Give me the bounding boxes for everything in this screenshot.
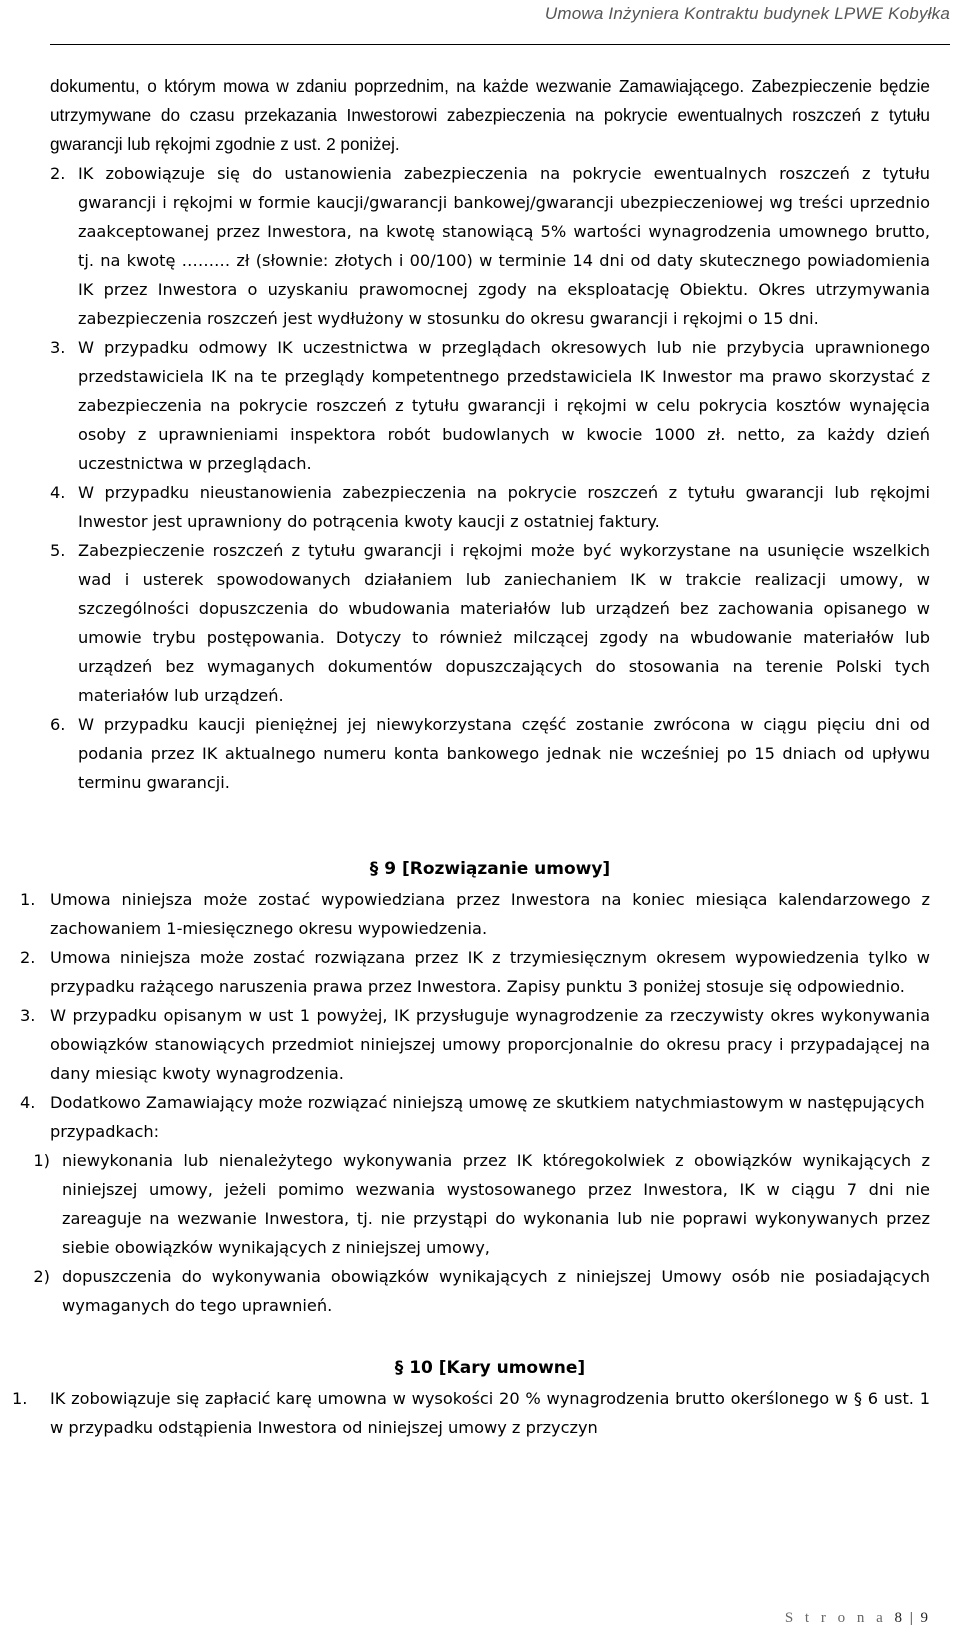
list-item — [12, 1384, 930, 1442]
item-text: IK zobowiązuje się zapłacić karę umowna w wysokości 20 % wynagrodzenia brutto okerślonego w § 6 ust. 1 w przypadku odstąpienia Inwestora od niniejszej umowy z przyczyn — [50, 1389, 930, 1437]
item-text: W przypadku nieustanowienia zabezpieczenia na pokrycie roszczeń z tytułu gwarancji lub rękojmi Inwestor jest uprawniony do potrącenia kwoty kaucji z ostatniej faktury. — [78, 483, 930, 531]
item-number: 1. — [20, 890, 36, 909]
item-number: 3. — [20, 1006, 36, 1025]
page-header — [50, 4, 950, 45]
list-item — [20, 1088, 930, 1146]
footer-label: S t r o n a — [784, 1610, 887, 1626]
page-footer — [785, 1610, 930, 1627]
item-number: 1) — [33, 1151, 50, 1170]
item-number: 1. — [12, 1389, 28, 1408]
item-number: 4. — [50, 483, 66, 502]
item-number: 2. — [50, 164, 66, 183]
item-text: W przypadku kaucji pieniężnej jej niewykorzystana część zostanie zwrócona w ciągu pięciu dni od podania przez IK aktualnego numeru konta bankowego jednak nie wcześniej po 15 dniach od upływu terminu gwarancji. — [78, 715, 930, 792]
list-item — [50, 333, 930, 478]
item-number: 3. — [50, 338, 66, 357]
list-item — [50, 710, 930, 797]
section-9 — [20, 855, 930, 1320]
list-item — [50, 478, 930, 536]
sub-list-item — [20, 1262, 930, 1320]
document-title: Umowa Inżyniera Kontraktu budynek LPWE Kobyłka — [544, 4, 950, 23]
item-text: W przypadku opisanym w ust 1 powyżej, IK przysługuje wynagrodzenie za rzeczywisty okres wykonywania obowiązków stanowiących przedmiot niniejszej umowy proporcjonalnie do okresu pracy i przypadającej na dany miesiąc kwoty wynagrodzenia. — [50, 1006, 930, 1083]
item-text: IK zobowiązuje się do ustanowienia zabezpieczenia na pokrycie ewentualnych roszczeń z tytułu gwarancji i rękojmi w formie kaucji/gwarancji bankowej/gwarancji ubezpieczeniowej wg treści uprzednio zaakceptowanej przez Inwestora, na kwotę stanowiącą 5% wartości wynagrodzenia umownego brutto, tj. na kwotę ……… zł (słownie: złotych i 00/100) w terminie 14 dni od daty skutecznego powiadomienia IK przez Inwestora o uzyskaniu prawomocnej zgody na eksploatację Obiektu. Okres utrzymywania zabezpieczenia roszczeń jest wydłużony w stosunku do okresu gwarancji i rękojmi o 15 dni. — [78, 164, 930, 328]
section-heading: § 9 [Rozwiązanie umowy] — [369, 859, 611, 879]
document-body — [12, 72, 930, 1442]
list-item — [20, 885, 930, 943]
intro-paragraph: dokumentu, o którym mowa w zdaniu poprzednim, na każde wezwanie Zamawiającego. Zabezpieczenie będzie utrzymywane do czasu przekazania Inwestorowi zabezpieczenia na pokrycie ewentualnych roszczeń z tytułu gwarancji lub rękojmi zgodnie z ust. 2 poniżej. — [50, 76, 930, 154]
item-text: dopuszczenia do wykonywania obowiązków wynikających z niniejszej Umowy osób nie posiadających wymaganych do tego uprawnień. — [62, 1267, 930, 1315]
item-text: niewykonania lub nienależytego wykonywania przez IK któregokolwiek z obowiązków wynikających z niniejszej umowy, jeżeli pomimo wezwania wystosowanego przez Inwestora, IK w ciągu 7 dni nie zareaguje na wezwanie Inwestora, tj. nie przystąpi do wykonania lub nie poprawi wykonywanych przez siebie obowiązków wynikających z niniejszej umowy, — [62, 1151, 930, 1257]
item-text: Umowa niniejsza może zostać wypowiedziana przez Inwestora na koniec miesiąca kalendarzowego z zachowaniem 1-miesięcznego okresu wypowiedzenia. — [50, 890, 930, 938]
list-item — [20, 943, 930, 1001]
item-number: 2) — [33, 1267, 50, 1286]
section-10 — [12, 1354, 930, 1442]
list-item — [50, 159, 930, 333]
page-number: 8 | 9 — [894, 1610, 930, 1626]
item-text: Umowa niniejsza może zostać rozwiązana przez IK z trzymiesięcznym okresem wypowiedzenia tylko w przypadku rażącego naruszenia prawa przez Inwestora. Zapisy punktu 3 poniżej stosuje się odpowiednio. — [50, 948, 930, 996]
section-8-list — [50, 159, 930, 797]
item-text: Dodatkowo Zamawiający może rozwiązać niniejszą umowę ze skutkiem natychmiastowym w następujących przypadkach: — [50, 1093, 925, 1141]
item-number: 2. — [20, 948, 36, 967]
item-number: 4. — [20, 1093, 36, 1112]
item-number: 5. — [50, 541, 66, 560]
item-text: Zabezpieczenie roszczeń z tytułu gwarancji i rękojmi może być wykorzystane na usunięcie wszelkich wad i usterek spowodowanych działaniem lub zaniechaniem IK w trakcie realizacji umowy, w szczególności dopuszczenia do wbudowania materiałów lub urządzeń bez zachowania opisanego w umowie trybu postępowania. Dotyczy to również milczącej zgody na wbudowanie materiałów lub urządzeń bez wymaganych dokumentów dopuszczających do stosowania na terenie Polski tych materiałów lub urządzeń. — [78, 541, 930, 705]
item-text: W przypadku odmowy IK uczestnictwa w przeglądach okresowych lub nie przybycia uprawnionego przedstawiciela IK na te przeglądy kompetentnego przedstawiciela IK Inwestor ma prawo skorzystać z zabezpieczenia na pokrycie roszczeń z tytułu gwarancji i rękojmi w celu pokrycia kosztów wynajęcia osoby z uprawnieniami inspektora robót budowlanych w kwocie 1000 zł. netto, za każdy dzień uczestnictwa w przeglądach. — [78, 338, 930, 473]
list-item — [20, 1001, 930, 1088]
item-number: 6. — [50, 715, 66, 734]
sub-list-item — [20, 1146, 930, 1262]
list-item — [50, 536, 930, 710]
section-heading: § 10 [Kary umowne] — [394, 1358, 586, 1378]
